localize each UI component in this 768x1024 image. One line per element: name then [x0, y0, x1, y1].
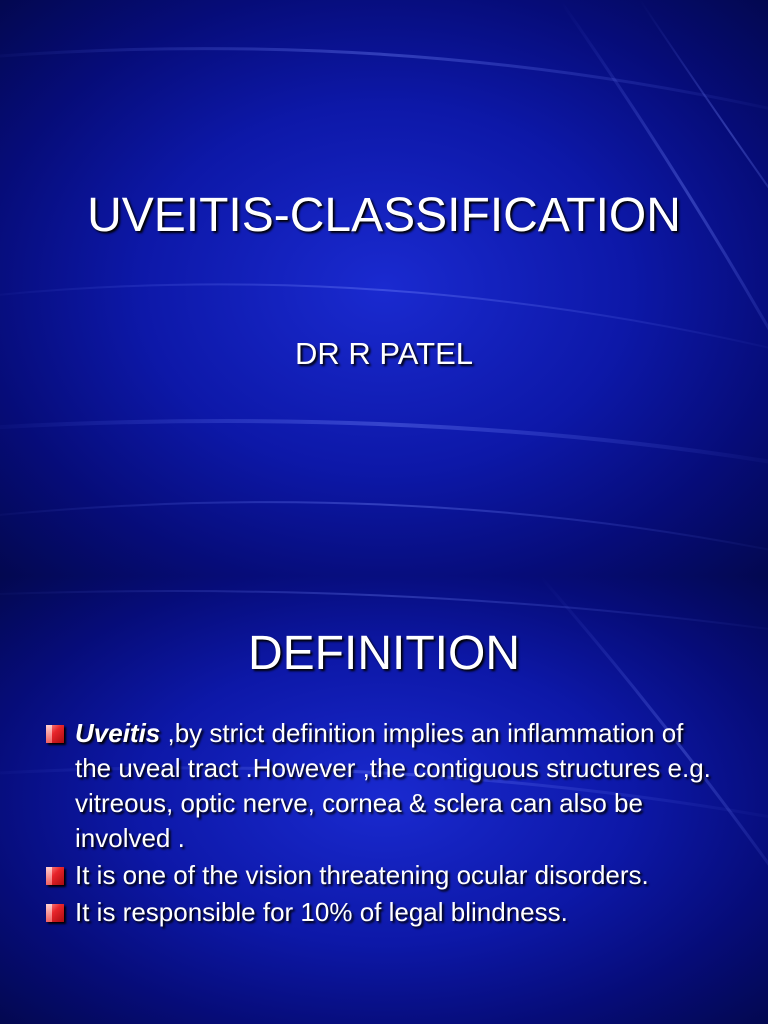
bullet-item [44, 895, 724, 930]
bullet-square-icon [46, 904, 64, 922]
bullet-list [44, 716, 724, 932]
bullet-item [44, 858, 724, 893]
bullet-text: ,by strict definition implies an inflammation of the uveal tract .However ,the contiguous structures e.g. vitreous, optic nerve, cornea & sclera can also be involved . [75, 718, 711, 853]
slide-title: DEFINITION [248, 627, 520, 680]
slide-subtitle: DR R PATEL [295, 336, 473, 371]
bullet-emphasis: Uveitis [75, 718, 161, 748]
bullet-square-icon [46, 725, 64, 743]
slide-title: UVEITIS-CLASSIFICATION [87, 189, 681, 242]
bullet-text: It is one of the vision threatening ocular disorders. [75, 860, 649, 890]
bullet-square-icon [46, 867, 64, 885]
bullet-item [44, 716, 724, 856]
bullet-text: It is responsible for 10% of legal blindness. [75, 897, 568, 927]
definition-slide [0, 576, 768, 1024]
